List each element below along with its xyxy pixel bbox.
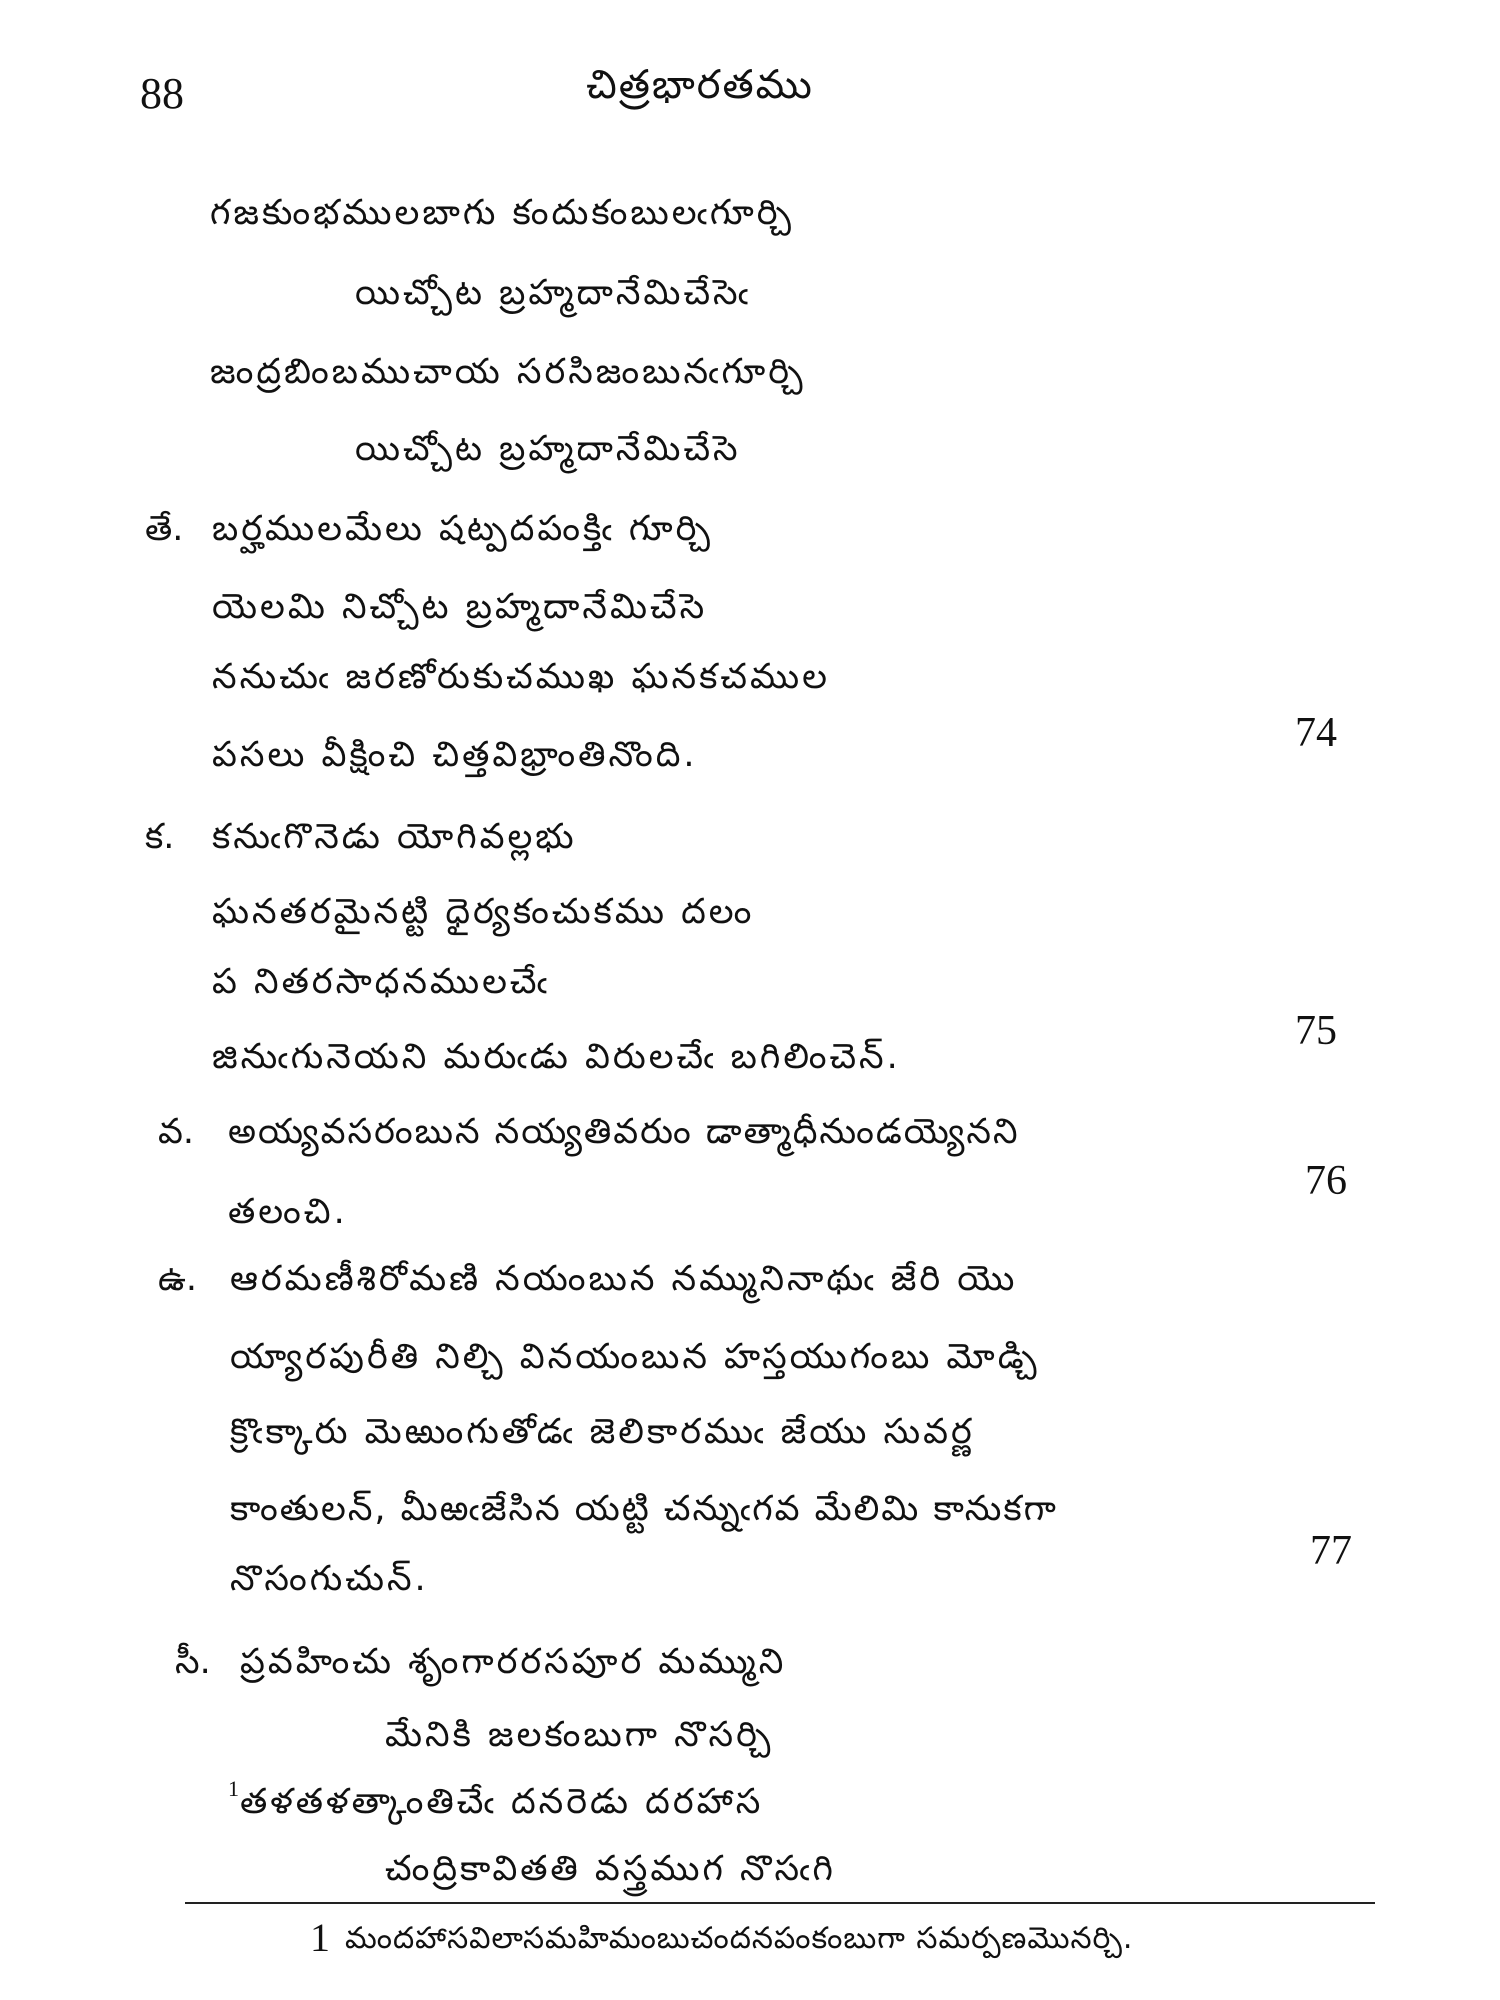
verse-line: తళతళత్కాంతిచేఁ దనరెడు దరహాస (240, 1782, 764, 1822)
verse-number: 77 (1310, 1528, 1352, 1574)
verse-line: నొసంగుచున్. (230, 1559, 429, 1599)
meter-marker: వ. (158, 1112, 195, 1152)
verse-line: యెలమి నిచ్చోట బ్రహ్మదానేమిచేసె (212, 587, 708, 627)
verse-number: 75 (1295, 1008, 1337, 1054)
verse-line: జంద్రబింబముచాయ సరసిజంబునఁగూర్చి (210, 352, 806, 392)
verse-line: య్యారపురీతి నిల్చి వినయంబున హస్తయుగంబు మోడ్చి (230, 1337, 1040, 1377)
verse-line: క్రొఁక్కారు మెఱుంగుతోడఁ జెలికారముఁ జేయు సువర్ణ (230, 1412, 975, 1452)
verse-line: యిచ్చోట బ్రహ్మదానేమిచేసె (355, 429, 741, 469)
verse-line: ననుచుఁ జరణోరుకుచముఖ ఘనకచముల (212, 657, 830, 697)
verse-line: గజకుంభములబాగు కందుకంబులఁగూర్చి (210, 193, 794, 233)
meter-marker: తే. (145, 509, 184, 549)
verse-line: ప నితరసాధనములచేఁ (212, 962, 550, 1002)
meter-marker: ఉ. (158, 1259, 198, 1299)
verse-line: జినుఁగునెయని మరుఁడు విరులచేఁ బగిలించెన్. (212, 1037, 901, 1077)
verse-line: ప్రవహించు శృంగారరసపూర మమ్ముని (240, 1642, 787, 1682)
verse-number: 74 (1295, 710, 1337, 756)
meter-marker: సీ. (175, 1642, 211, 1682)
footnote-number: 1 (310, 1915, 330, 1960)
verse-line: ఘనతరమైనట్టి ధైర్యకంచుకము దలం (212, 892, 755, 932)
footnote-reference: 1 (228, 1776, 239, 1801)
verse-line: చంద్రికావితతి వస్త్రముగ నొసఁగి (385, 1849, 836, 1889)
verse-line: బర్హములమేలు షట్పదపంక్తిఁ గూర్చి (212, 509, 713, 549)
verse-line: ఆరమణీశిరోమణి నయంబున నమ్మునినాథుఁ జేరి యొ (230, 1259, 1018, 1299)
running-head: చిత్రభారతము (586, 62, 814, 108)
footnote-text: మందహాసవిలాసమహిమంబుచందనపంకంబుగా సమర్పణమొనర్చి. (345, 1921, 1134, 1956)
verse-line: అయ్యవసరంబున నయ్యతివరుం డాత్మాధీనుండయ్యెనని (228, 1112, 1020, 1152)
verse-line: కనుఁగొనెడు యోగివల్లభు (212, 817, 577, 857)
page-number: 88 (140, 69, 184, 118)
verse-line: యిచ్చోట బ్రహ్మదానేమిచేసెఁ (355, 273, 752, 313)
verse-line: మేనికి జలకంబుగా నొసర్చి (385, 1715, 774, 1755)
verse-line: తలంచి. (228, 1192, 348, 1232)
verse-line: పసలు వీక్షించి చిత్తవిభ్రాంతినొంది. (212, 735, 698, 775)
verse-number: 76 (1305, 1158, 1347, 1204)
meter-marker: క. (145, 817, 175, 857)
footnote-rule (185, 1902, 1375, 1904)
verse-line: కాంతులన్, మీఱఁజేసిన యట్టి చన్నుఁగవ మేలిమి కానుకగా (230, 1489, 1058, 1529)
